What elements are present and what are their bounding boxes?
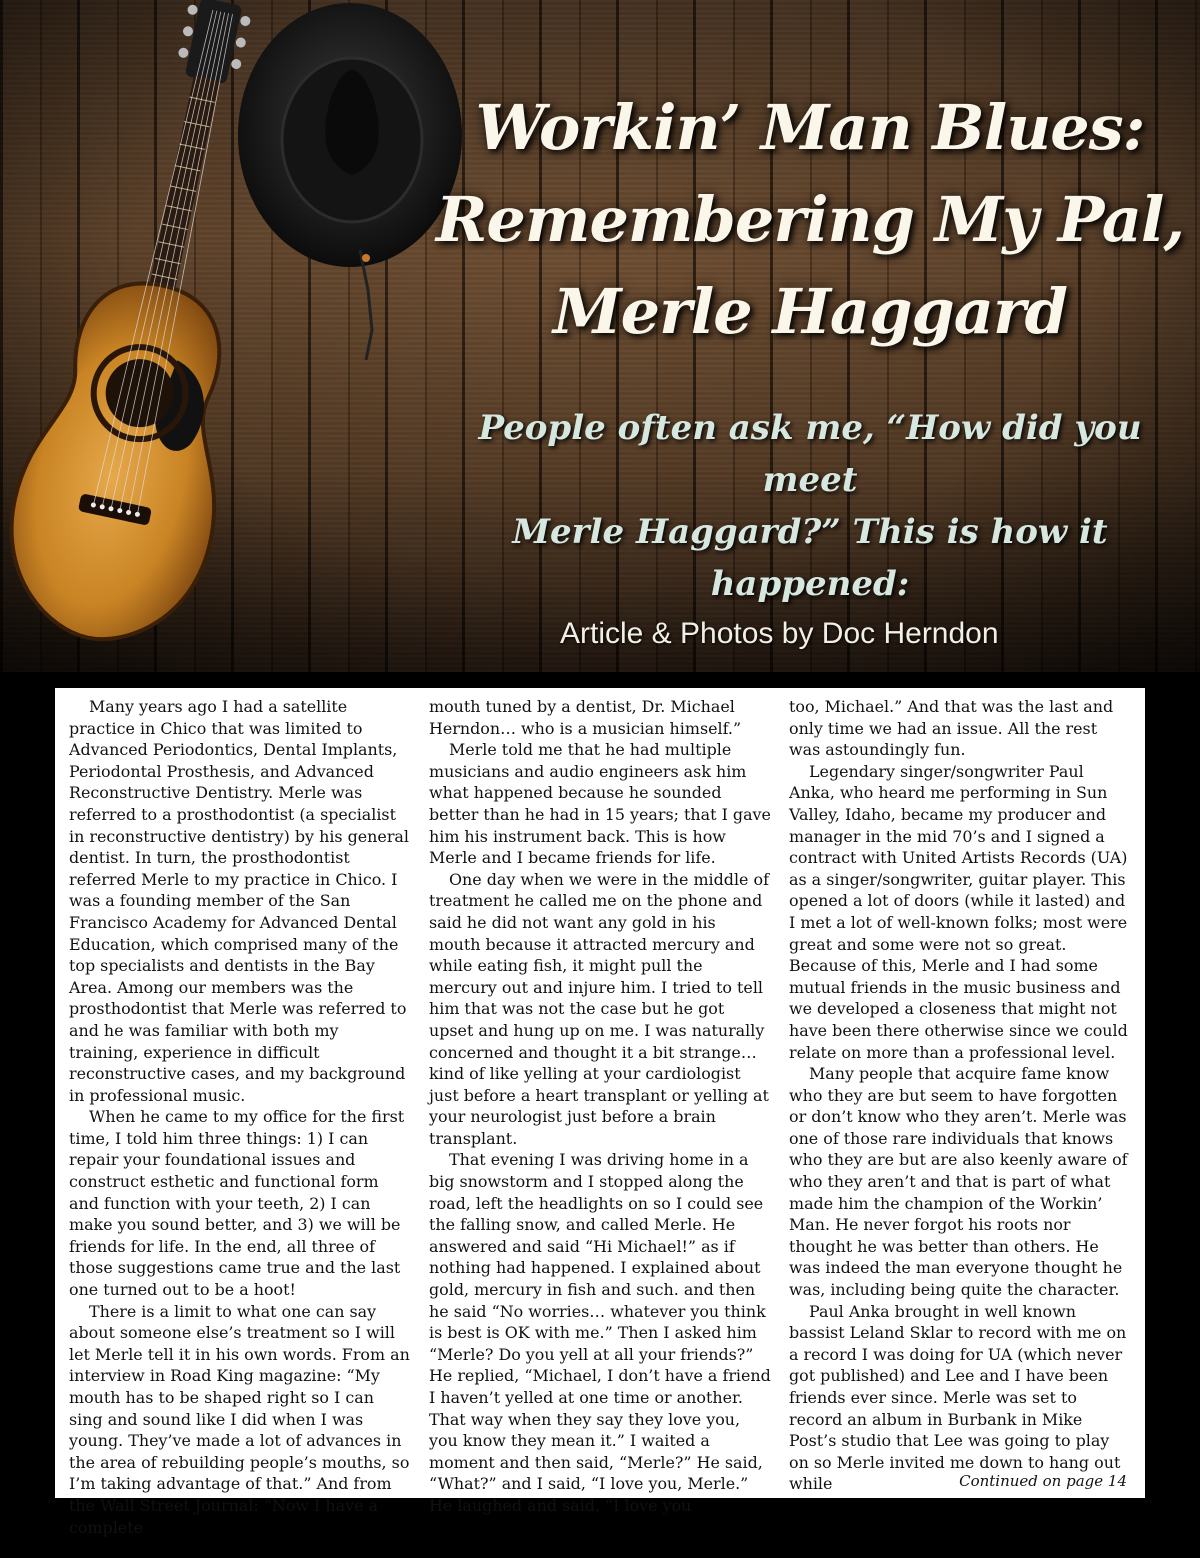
column-3 [789,696,1131,1538]
paragraph: When he came to my office for the first time, I told him three things: 1) I can repair your foundational issues and construct esthetic and functional form and function with your teeth, 2) I can make you sound better, and 3) we will be friends for life. In the end, all three of those suggestions came true and the last one turned out to be a hoot! [69,1107,405,1300]
paragraph: Many years ago I had a satellite practice in Chico that was limited to Advanced Periodontics, Dental Implants, Periodontal Prosthesis, and Advanced Reconstructive Dentistry. Merle was referred to a prosthodontist (a specialist in reconstructive dentistry) by his general dentist. In turn, the prosthodontist referred Merle to my practice in Chico. I was a founding member of the San Francisco Academy for Advanced Dental Education, which comprised many of the top specialists and dentists in the Bay Area. Among our members was the prosthodontist that Merle was referred to and he was familiar with both my training, experience in difficult reconstructive cases, and my background in professional music. [69,697,409,1105]
subtitle-line: happened: [710,564,910,604]
cowboy-hat-icon [238,3,462,360]
paragraph: mouth tuned by a dentist, Dr. Michael Herndon… who is a musician himself.” [429,697,742,738]
article-body [55,688,1145,1537]
continued-notice: Continued on page 14 [959,1472,1127,1490]
byline: Article & Photos by Doc Herndon [560,617,999,650]
paragraph: That evening I was driving home in a big snowstorm and I stopped along the road, left the headlights on so I could see the falling snow, and called Merle. He answered and said “Hi Michael!” as if nothing had happened. I explained about gold, mercury in fish and such. and then he said “No worries… whatever you think is best is OK with me.” Then I asked him “Merle? Do you yell at all your friends?” He replied, “Michael, I don’t have a friend I haven’t yelled at one time or another. That way when they say they love you, you know they mean it.” I waited a moment and then said, “Merle?” He said, “What?” and I said, “I love you, Merle.” He laughed and said, “I love you [429,1150,771,1515]
paragraph: One day when we were in the middle of treatment he called me on the phone and said he did not want any gold in his mouth because it attracted mercury and while eating fish, it might pull the mercury out and injure him. I tried to tell him that was not the case but he got upset and hung up on me. I was naturally concerned and thought it a bit strange… kind of like yelling at your cardiologist just before a heart transplant or yelling at your neurologist just before a brain transplant. [429,869,769,1148]
paragraph: Legendary singer/songwriter Paul Anka, who heard me performing in Sun Valley, Idaho, became my producer and manager in the mid 70’s and I signed a contract with United Artists Records (UA) as a singer/songwriter, guitar player. This opened a lot of doors (while it lasted) and I met a lot of well-known folks; most were great and some were not so great. Because of this, Merle and I had some mutual friends in the music business and we developed a closeness that might not have been there otherwise since we could relate on more than a professional level. [789,761,1128,1062]
title-line: Merle Haggard [553,275,1067,348]
column-2 [429,696,771,1538]
subtitle-line: People often ask me, “How did you meet [478,408,1142,500]
article-subtitle [470,402,1150,610]
title-line: Workin’ Man Blues: [475,91,1145,164]
subtitle-line: Merle Haggard?” This is how it [512,512,1108,552]
paragraph: There is a limit to what one can say about someone else’s treatment so I will let Merle tell it in his own words. From an interview in Road King magazine: “My mouth has to be shaped right so I can sing and sound like I did when I was young. They’ve made a lot of advances in the area of rebuilding people’s mouths, so I’m taking advantage of that.” And from the Wall Street Journal: “Now I have a complete [69,1301,410,1537]
paragraph: Many people that acquire fame know who they are but seem to have forgotten or don’t know who they aren’t. Merle was one of those rare individuals that knows who they are but are also keenly aware of who they aren’t and that is part of what made him the champion of the Workin’ Man. He never forgot his roots nor thought he was better than others. He was indeed the man everyone thought he was, including being quite the character. [789,1064,1128,1300]
paragraph: Paul Anka brought in well known bassist Leland Sklar to record with me on a record I was doing for UA (which never got published) and Lee and I have been friends ever since. Merle was set to record an album in Burbank in Mike Post’s studio that Lee was going to play on so Merle invited me down to hang out while [789,1301,1127,1494]
header-banner [0,0,1200,672]
article-title [430,82,1190,358]
column-1 [69,696,411,1538]
paragraph: too, Michael.” And that was the last and only time we had an issue. All the rest was astoundingly fun. [789,697,1114,760]
paragraph: Merle told me that he had multiple musicians and audio engineers ask him what happened because he sounded better than he had in 15 years; that I gave him his instrument back. This is how Merle and I became friends for life. [429,740,771,868]
title-line: Remembering My Pal, [435,183,1185,256]
